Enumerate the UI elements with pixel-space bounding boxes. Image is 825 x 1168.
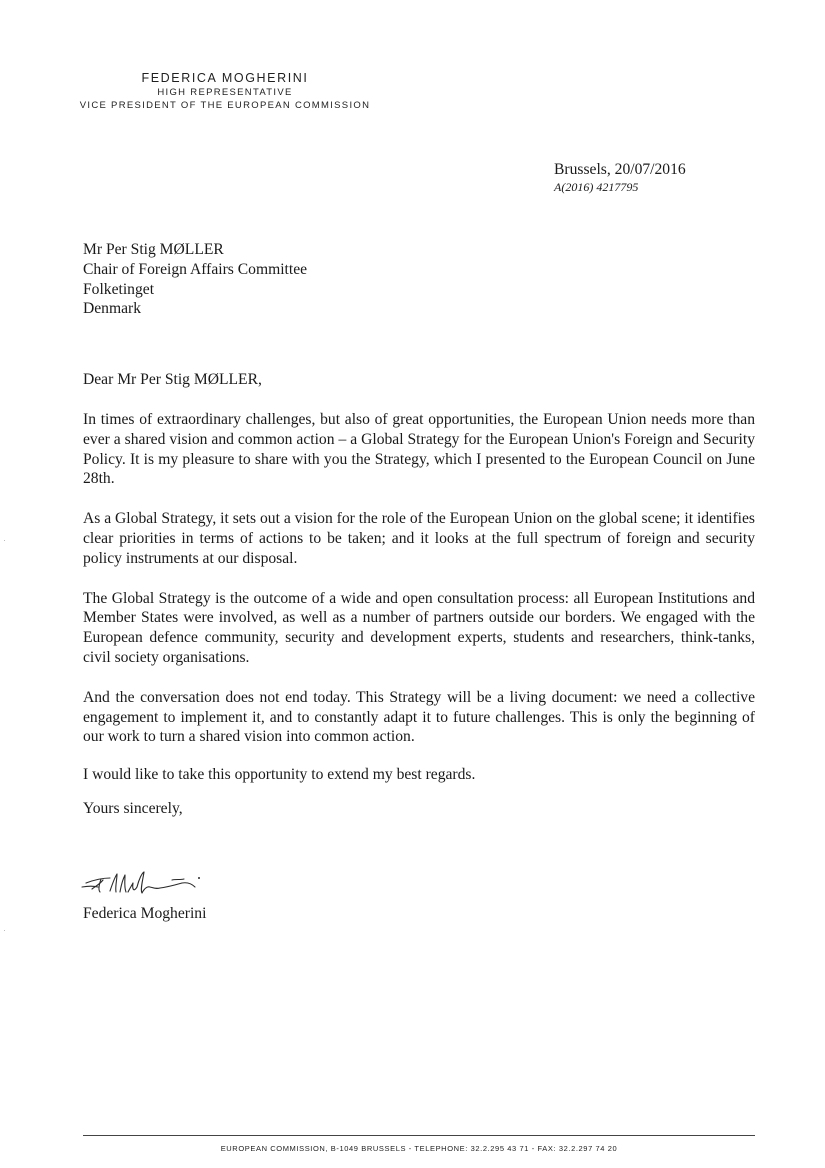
salutation: Dear Mr Per Stig MØLLER, <box>83 371 262 388</box>
recipient-country: Denmark <box>83 300 142 318</box>
letterhead-role-vice-president: VICE PRESIDENT OF THE EUROPEAN COMMISSION <box>79 100 371 111</box>
place-and-date: Brussels, 20/07/2016 <box>554 161 686 178</box>
signature-icon <box>80 865 220 905</box>
footer-divider <box>83 1135 755 1136</box>
recipient-title: Chair of Foreign Affairs Committee <box>83 260 308 278</box>
letterhead-role-high-representative: HIGH REPRESENTATIVE <box>157 87 293 98</box>
scan-speck <box>4 930 5 931</box>
footer-contact: EUROPEAN COMMISSION, B-1049 BRUSSELS - TELEPHONE: 32.2.295 43 71 - FAX: 32.2.297 74 20 <box>220 1144 618 1153</box>
closing: Yours sincerely, <box>83 800 183 817</box>
body-paragraph: And the conversation does not end today. This Strategy will be a living document: we need a collective engagement to implement it, and to constantly adapt it to future challenges. This is only the beginning of our work to turn a shared vision into common action. <box>83 688 755 746</box>
letterhead-name: FEDERICA MOGHERINI <box>141 71 309 85</box>
recipient-organisation: Folketinget <box>83 280 155 298</box>
body-paragraph: I would like to take this opportunity to extend my best regards. <box>83 766 476 784</box>
body-paragraph: In times of extraordinary challenges, but also of great opportunities, the European Union needs more than ever a shared vision and common action – a Global Strategy for the European Union's Foreign and Security Policy. It is my pleasure to share with you the Strategy, which I presented to the European Council on June 28th. <box>83 411 755 488</box>
reference-number: A(2016) 4217795 <box>554 179 639 194</box>
signer-name: Federica Mogherini <box>83 905 207 922</box>
body-paragraph: The Global Strategy is the outcome of a wide and open consultation process: all European Institutions and Member States were involved, as well as a number of partners outside our borders. We engaged with the European defence community, security and development experts, students and researchers, think-tanks, civil society organisations. <box>83 589 755 666</box>
letter-body <box>83 410 755 805</box>
recipient-name: Mr Per Stig MØLLER <box>83 241 224 258</box>
date-block <box>554 160 686 195</box>
body-paragraph: As a Global Strategy, it sets out a vision for the role of the European Union on the global scene; it identifies clear priorities in terms of actions to be taken; and it looks at the full spectrum of foreign and security policy instruments at our disposal. <box>83 510 755 567</box>
scan-speck <box>4 540 5 541</box>
letterhead <box>60 70 390 112</box>
recipient-address <box>83 240 307 319</box>
